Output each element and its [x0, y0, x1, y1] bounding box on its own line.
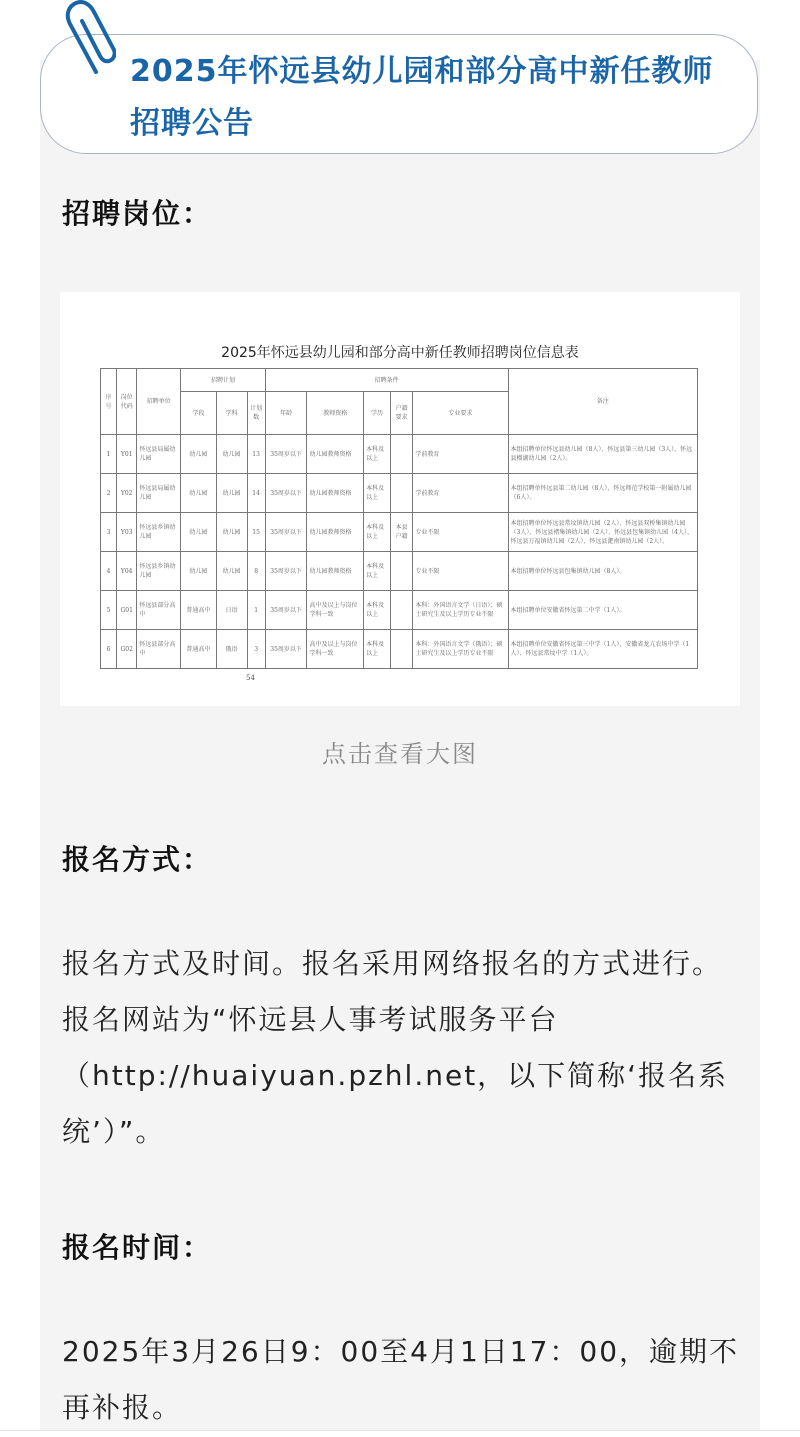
header-count: 计划数 — [247, 392, 265, 435]
cell-age: 35周岁以下 — [265, 474, 307, 513]
header-code: 岗位代码 — [117, 369, 137, 435]
view-large-image-link[interactable]: 点击查看大图 — [322, 740, 478, 768]
header-hukou: 户籍要求 — [390, 392, 412, 435]
table-row — [101, 513, 698, 552]
cell-unit: 怀远县部分高中 — [137, 630, 181, 669]
header-education: 学历 — [364, 392, 391, 435]
table-row — [101, 474, 698, 513]
cell-count: 3 — [247, 630, 265, 669]
cell-unit: 怀远县乡镇幼儿园 — [137, 552, 181, 591]
cell-unit: 怀远县部分高中 — [137, 591, 181, 630]
cell-seq: 4 — [101, 552, 117, 591]
cell-hukou — [390, 435, 412, 474]
cell-stage: 幼儿园 — [181, 474, 216, 513]
method-paragraph: 报名方式及时间。报名采用网络报名的方式进行。报名网站为“怀远县人事考试服务平台（http://huaiyuan.pzhl.net，以下简称‘报名系统’）”。 — [62, 947, 729, 1148]
cell-remarks: 本组招聘单位怀远县常坟镇幼儿园（2人）、怀远县双桥集镇幼儿园（3人）、怀远县褚集镇幼儿园（2人）、怀远县包集镇幼儿园（4人）、怀远县万福镇幼儿园（2人）、怀远县淝南镇幼儿园（2人）。 — [508, 513, 697, 552]
header-subject: 学科 — [216, 392, 247, 435]
header-major: 专业要求 — [413, 392, 508, 435]
section-heading-method: 报名方式： — [62, 843, 213, 876]
cell-subject: 幼儿园 — [216, 474, 247, 513]
cell-hukou — [390, 552, 412, 591]
cell-code: Y02 — [117, 474, 137, 513]
cell-major: 专业不限 — [413, 513, 508, 552]
header-qualification: 教师资格 — [307, 392, 364, 435]
cell-count: 13 — [247, 435, 265, 474]
page-number: 54 — [246, 674, 255, 682]
cell-stage: 幼儿园 — [181, 513, 216, 552]
cell-stage: 普通高中 — [181, 591, 216, 630]
cell-code: G01 — [117, 591, 137, 630]
cell-hukou — [390, 630, 412, 669]
cell-hukou: 本县户籍 — [390, 513, 412, 552]
table-row — [101, 435, 698, 474]
cell-hukou — [390, 591, 412, 630]
cell-subject: 俄语 — [216, 630, 247, 669]
table-row — [101, 552, 698, 591]
cell-code: G02 — [117, 630, 137, 669]
cell-stage: 普通高中 — [181, 630, 216, 669]
cell-unit: 怀远县局属幼儿园 — [137, 474, 181, 513]
cell-major: 本科：外国语言文学（日语）；硕士研究生及以上学历专业不限 — [413, 591, 508, 630]
cell-subject: 幼儿园 — [216, 552, 247, 591]
cell-age: 35周岁以下 — [265, 630, 307, 669]
paperclip-icon — [56, 0, 116, 80]
cell-seq: 3 — [101, 513, 117, 552]
cell-age: 35周岁以下 — [265, 591, 307, 630]
cell-major: 学前教育 — [413, 474, 508, 513]
header-conditions: 招聘条件 — [265, 369, 508, 392]
cell-education: 本科及以上 — [364, 552, 391, 591]
cell-qualification: 幼儿园教师资格 — [307, 435, 364, 474]
header-seq: 序号 — [101, 369, 117, 435]
cell-education: 本科及以上 — [364, 630, 391, 669]
table-title: 2025年怀远县幼儿园和部分高中新任教师招聘岗位信息表 — [221, 345, 579, 361]
cell-remarks: 本组招聘单位安徽省怀远第二中学（1人）。 — [508, 591, 697, 630]
cell-count: 1 — [247, 591, 265, 630]
cell-seq: 5 — [101, 591, 117, 630]
cell-seq: 2 — [101, 474, 117, 513]
cell-age: 35周岁以下 — [265, 552, 307, 591]
cell-seq: 6 — [101, 630, 117, 669]
cell-unit: 怀远县局属幼儿园 — [137, 435, 181, 474]
cell-qualification: 高中及以上与岗位学科一致 — [307, 630, 364, 669]
cell-code: Y04 — [117, 552, 137, 591]
header-remarks: 备注 — [508, 369, 697, 435]
cell-count: 14 — [247, 474, 265, 513]
table-row — [101, 591, 698, 630]
section-heading-positions: 招聘岗位： — [62, 197, 213, 230]
cell-major: 学前教育 — [413, 435, 508, 474]
cell-remarks: 本组招聘单怀远县第二幼儿园（8人）、怀远师范学校第一附属幼儿园（6人）。 — [508, 474, 697, 513]
cell-code: Y03 — [117, 513, 137, 552]
divider — [0, 1430, 800, 1431]
cell-education: 本科及以上 — [364, 474, 391, 513]
cell-qualification: 幼儿园教师资格 — [307, 552, 364, 591]
cell-major: 专业不限 — [413, 552, 508, 591]
cell-age: 35周岁以下 — [265, 513, 307, 552]
cell-hukou — [390, 474, 412, 513]
cell-remarks: 本组招聘单位怀远县包集镇幼儿园（8人）。 — [508, 552, 697, 591]
cell-qualification: 幼儿园教师资格 — [307, 474, 364, 513]
section-heading-time: 报名时间： — [62, 1231, 213, 1264]
positions-table — [100, 368, 698, 669]
cell-stage: 幼儿园 — [181, 552, 216, 591]
article-title: 2025年怀远县幼儿园和部分高中新任教师招聘公告 — [130, 54, 714, 141]
cell-subject: 日语 — [216, 591, 247, 630]
cell-subject: 幼儿园 — [216, 435, 247, 474]
cell-seq: 1 — [101, 435, 117, 474]
header-plan: 招聘计划 — [181, 369, 266, 392]
table-row — [101, 630, 698, 669]
header-age: 年龄 — [265, 392, 307, 435]
cell-subject: 幼儿园 — [216, 513, 247, 552]
cell-remarks: 本组招聘单位怀远县幼儿园（8人）、怀远县第三幼儿园（3人）、怀远县榴湖幼儿园（2人）。 — [508, 435, 697, 474]
cell-major: 本科：外国语言文学（俄语）；硕士研究生及以上学历专业不限 — [413, 630, 508, 669]
cell-stage: 幼儿园 — [181, 435, 216, 474]
header-stage: 学段 — [181, 392, 216, 435]
cell-count: 15 — [247, 513, 265, 552]
cell-education: 本科及以上 — [364, 435, 391, 474]
cell-education: 本科及以上 — [364, 513, 391, 552]
cell-remarks: 本组招聘单位安徽省怀远第三中学（1人）、安徽省龙亢农场中学（1人）、怀远县常坟中学（1人）。 — [508, 630, 697, 669]
positions-table-image[interactable] — [60, 292, 740, 706]
cell-qualification: 高中及以上与岗位学科一致 — [307, 591, 364, 630]
cell-age: 35周岁以下 — [265, 435, 307, 474]
cell-code: Y01 — [117, 435, 137, 474]
header-unit: 招聘单位 — [137, 369, 181, 435]
cell-count: 8 — [247, 552, 265, 591]
cell-unit: 怀远县乡镇幼儿园 — [137, 513, 181, 552]
time-paragraph: 2025年3月26日9：00至4月1日17：00，逾期不再补报。 — [62, 1335, 740, 1424]
cell-education: 本科及以上 — [364, 591, 391, 630]
cell-qualification: 幼儿园教师资格 — [307, 513, 364, 552]
